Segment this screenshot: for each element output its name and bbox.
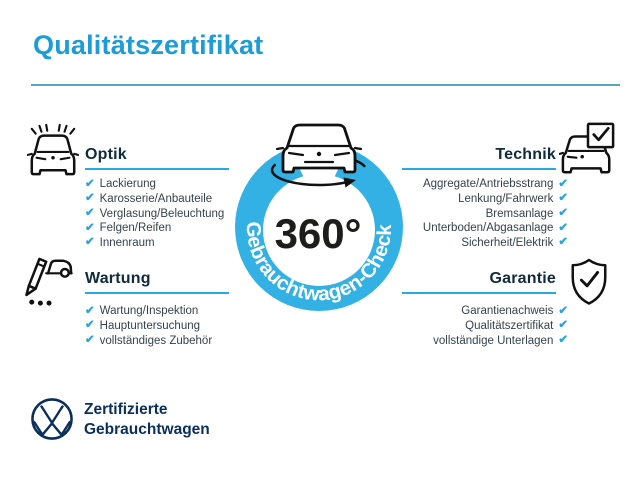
item-label: Unterboden/Abgasanlage — [422, 222, 554, 235]
section-header-garantie: Garantie — [489, 270, 556, 287]
check-icon: ✔ — [558, 221, 568, 234]
section-header-wartung: Wartung — [85, 270, 151, 287]
check-icon: ✔ — [558, 177, 568, 190]
car-shine-icon — [26, 122, 80, 180]
item-label: Bremsanlage — [485, 207, 554, 220]
item-label: Lackierung — [99, 178, 156, 191]
item-label: Verglasung/Beleuchtung — [99, 207, 225, 220]
section-underline-optik — [85, 168, 229, 170]
checklist-item — [85, 192, 224, 207]
checklist-item — [85, 319, 212, 334]
page-title: Qualitätszertifikat — [33, 30, 264, 60]
check-icon: ✔ — [558, 333, 568, 346]
section-header-optik: Optik — [85, 146, 127, 163]
pencil-car-icon — [25, 253, 75, 309]
shield-check-icon — [567, 257, 611, 307]
car-checkbox-icon — [559, 122, 617, 178]
item-label: Aggregate/Antriebsstrang — [422, 178, 554, 191]
item-label: Hauptuntersuchung — [99, 320, 201, 333]
checklist-item — [85, 177, 224, 192]
check-icon: ✔ — [85, 236, 95, 249]
check-icon: ✔ — [558, 206, 568, 219]
item-label: vollständiges Zubehör — [99, 334, 213, 347]
degree-label: 360° — [274, 210, 362, 257]
section-underline-garantie — [402, 292, 556, 294]
checklist-item — [300, 333, 568, 348]
item-label: Innenraum — [99, 237, 155, 250]
section-underline-technik — [402, 168, 556, 170]
brand-line-1: Zertifizierte — [84, 401, 168, 418]
check-icon: ✔ — [558, 319, 568, 332]
item-label: Qualitätszertifikat — [465, 320, 554, 333]
item-label: Karosserie/Anbauteile — [99, 193, 213, 206]
item-label: Felgen/Reifen — [99, 222, 172, 235]
check-icon: ✔ — [85, 304, 95, 317]
item-label: Garantienachweis — [461, 305, 554, 318]
ring-text: Gebrauchtwagen-Check — [241, 221, 397, 306]
check-icon: ✔ — [85, 177, 95, 190]
item-label: vollständige Unterlagen — [433, 334, 554, 347]
item-label: Wartung/Inspektion — [99, 305, 199, 318]
brand-claim — [84, 400, 210, 439]
check-icon: ✔ — [85, 333, 95, 346]
section-header-technik: Technik — [495, 146, 556, 163]
vw-logo — [29, 396, 75, 442]
checklist-item — [85, 206, 224, 221]
item-label: Sicherheit/Elektrik — [461, 237, 554, 250]
brand-line-2: Gebrauchtwagen — [84, 420, 210, 438]
checklist-item — [85, 236, 224, 251]
check-icon: ✔ — [85, 319, 95, 332]
check-icon: ✔ — [558, 192, 568, 205]
checklist-item — [85, 221, 224, 236]
checklist-optik — [85, 177, 224, 250]
item-label: Lenkung/Fahrwerk — [458, 193, 554, 206]
check-icon: ✔ — [85, 221, 95, 234]
check-icon: ✔ — [558, 236, 568, 249]
title-divider — [31, 84, 620, 86]
check-icon: ✔ — [558, 304, 568, 317]
center-360-ring — [219, 108, 419, 332]
checklist-item — [85, 304, 212, 319]
section-underline-wartung — [85, 292, 229, 294]
checklist-item — [85, 333, 212, 348]
check-icon: ✔ — [85, 192, 95, 205]
checklist-wartung — [85, 304, 212, 348]
check-icon: ✔ — [85, 206, 95, 219]
